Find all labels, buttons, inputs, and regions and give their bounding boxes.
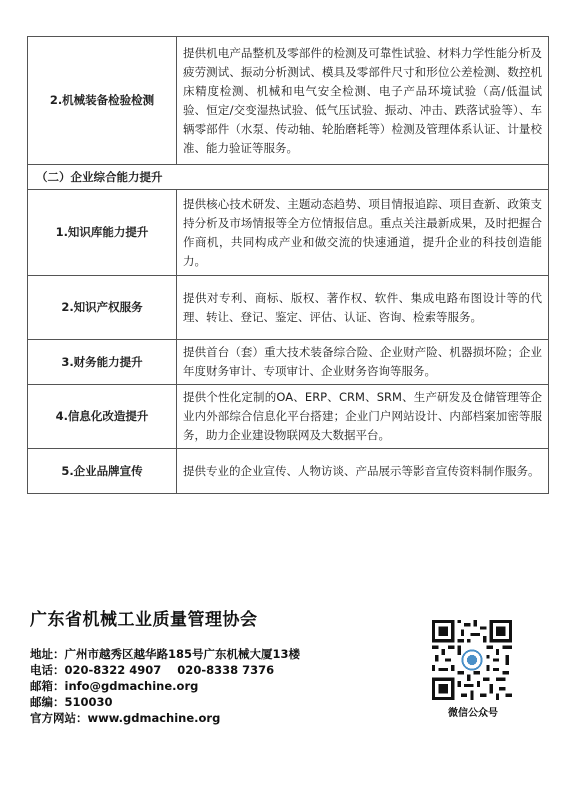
row-description: 提供首台（套）重大技术装备综合险、企业财产险、机器损坏险；企业年度财务审计、专项审计、企业财务咨询等服务。 [177,340,549,385]
wechat-qr-block [432,620,514,719]
row-description: 提供个性化定制的OA、ERP、CRM、SRM、生产研发及仓储管理等企业内外部综合信息化平台搭建；企业门户网站设计、内部档案加密等服务，助力企业建设物联网及大数据平台。 [177,385,549,449]
section-row [28,165,549,190]
table-row [28,385,549,449]
row-description: 提供对专利、商标、版权、著作权、软件、集成电路布图设计等的代理、转让、登记、鉴定、评估、认证、咨询、检索等服务。 [177,276,549,340]
row-label: 3.财务能力提升 [28,340,177,385]
table-row [28,276,549,340]
address-line: 地址：广州市越秀区越华路185号广东机械大厦13楼 [30,647,301,661]
table-row [28,449,549,494]
website-line[interactable]: 官方网站：www.gdmachine.org [30,711,221,725]
phone-line: 电话：020-8322 4907 020-8338 7376 [30,663,275,677]
postcode-line: 邮编：510030 [30,695,113,709]
row-label: 5.企业品牌宣传 [28,449,177,494]
table-row [28,190,549,276]
qr-code-icon [432,620,512,700]
table-row [28,340,549,385]
row-description: 提供核心技术研发、主题动态趋势、项目情报追踪、项目查新、政策支持分析及市场情报等全方位情报信息。重点关注最新成果，及时把握合作商机，共同构成产业和做交流的快速通道，提升企业的科技创造能力。 [177,190,549,276]
row-label: 1.知识库能力提升 [28,190,177,276]
section-heading: （二）企业综合能力提升 [28,165,549,190]
row-label: 2.知识产权服务 [28,276,177,340]
row-description: 提供专业的企业宣传、人物访谈、产品展示等影音宣传资料制作服务。 [177,449,549,494]
row-label: 4.信息化改造提升 [28,385,177,449]
row-description: 提供机电产品整机及零部件的检测及可靠性试验、材料力学性能分析及疲劳测试、振动分析测试、模具及零部件尺寸和形位公差检测、数控机床精度检测、机械和电气安全检测、电子产品环境试验（高/低温试验、恒定/交变湿热试验、低气压试验、振动、冲击、跌落试验等）、车辆零部件（水泵、传动轴、轮胎磨耗等）检测及管理体系认证、计量校准、能力验证等服务。 [177,37,549,165]
row-label: 2.机械装备检验检测 [28,37,177,165]
table-row [28,37,549,165]
contact-footer [30,605,300,726]
services-table [27,36,549,494]
email-line[interactable]: 邮箱：info@gdmachine.org [30,679,199,693]
qr-caption: 微信公众号 [448,708,498,719]
organization-name: 广东省机械工业质量管理协会 [30,610,258,630]
